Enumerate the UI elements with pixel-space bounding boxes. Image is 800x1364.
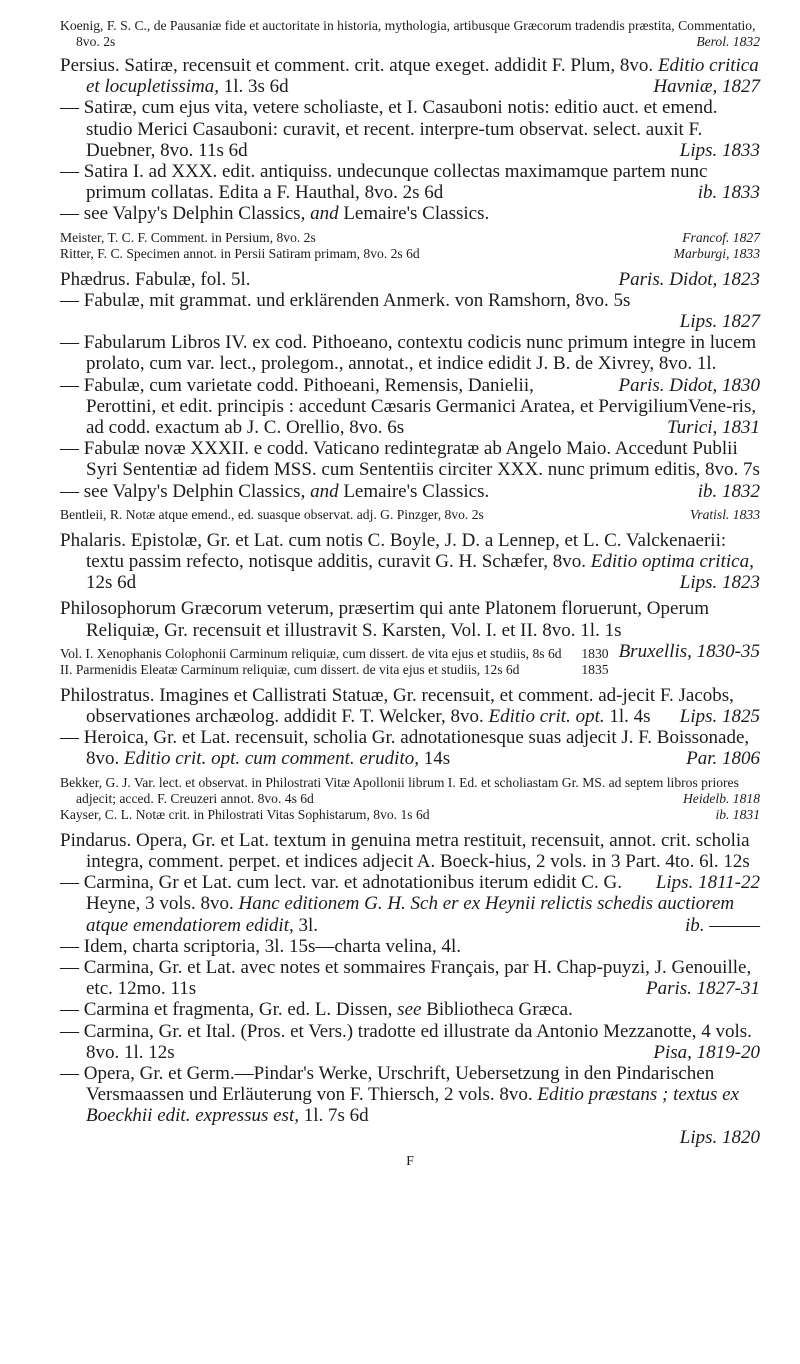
note-imprint: Vratisl. 1833 [690, 506, 760, 522]
koenig-note [60, 18, 760, 50]
phalaris-headword: Phalaris. [60, 529, 126, 551]
entry-price: 3l. [298, 914, 319, 936]
phaedrus-headword: Phædrus. [60, 268, 131, 290]
persius-note-1 [60, 230, 760, 246]
entry-text: — Carmina, Gr. et Ital. (Pros. et Vers.) tradotte ed illustrate da Antonio Mezzanotte, 4 vols. 8vo. 1l. 12s [60, 1020, 752, 1063]
entry-price: 12s 6d [86, 572, 137, 594]
note-text: Vol. I. Xenophanis Colophonii Carminum reliquiæ, cum dissert. de vita ejus et studiis, 8s 6d [60, 645, 562, 661]
entry-text: — Fabularum Libros IV. ex cod. Pithoeano, contextu codicis nunc primum integre in lucem prolato, cum var. lect., prolegom., annotat., et indice edidit J. B. de Xivrey, 8vo. 1l. [60, 332, 757, 375]
entry-price: 1l. 4s [609, 706, 651, 728]
note-imprint: Marburgi, 1833 [673, 245, 760, 261]
and-word: and [310, 480, 339, 502]
note-text: Bekker, G. J. Var. lect. et observat. in Philostrati Vitæ Apollonii librum I. Ed. et scholiastam Gr. MS. ad septem libros priores adjecit; acced. F. Creuzeri annot. 8vo. 4s 6d [60, 774, 739, 806]
note-imprint: 1830 [581, 645, 609, 661]
philostratus-section [60, 685, 760, 823]
phaedrus-entry-2 [60, 290, 760, 332]
persius-section [60, 55, 760, 262]
pindarus-entry-4 [60, 957, 760, 999]
phalaris-entry-1 [60, 530, 760, 594]
phaedrus-entry-3 [60, 332, 760, 396]
see-word: see [397, 999, 422, 1021]
philostratus-entry-2 [60, 727, 760, 769]
persius-entry-1 [60, 55, 760, 97]
note-text: II. Parmenidis Eleatæ Carminum reliquiæ, cum dissert. de vita ejus et studiis, 12s 6d [60, 661, 520, 677]
philostratus-note-1 [60, 775, 760, 807]
and-word: and [310, 203, 339, 225]
entry-text: — Carmina, Gr. et Lat. avec notes et sommaires Français, par H. Chap-puyzi, J. Genouille, etc. 12mo. 11s [60, 956, 752, 1000]
xref-text: Lemaire's Classics. [343, 480, 490, 502]
note-imprint: Heidelb. 1818 [682, 790, 760, 806]
entry-text: — Fabulæ, mit grammat. und erklärenden Anmerk. von Ramshorn, 8vo. 5s [60, 289, 631, 311]
philostratus-entry-1 [60, 685, 760, 727]
entry-imprint: ib. 1832 [697, 480, 760, 502]
entry-text: — Fabulæ, cum varietate codd. Pithoeani, Remensis, Danielii, Perottini, et edit. principis : accedunt Cæsaris Germanici Aratea, et PervigiliumVene-ris, ad codd. exactum ab J. C. Orellio, 8vo. 6s [60, 374, 757, 439]
entry-ital: Editio crit. opt. cum comment. erudito, [124, 748, 419, 770]
persius-e3-text: — Satira I. ad XXX. edit. antiquiss. undecunque collectas maximamque partem nunc primum collatas. Edita a F. Hauthal, 8vo. 2s 6d [60, 161, 708, 204]
entry-imprint: Paris. 1827-31 [646, 978, 760, 1000]
pindarus-entry-5 [60, 999, 760, 1020]
phaedrus-notes [60, 507, 760, 523]
entry-ital: Editio crit. opt. [488, 706, 605, 728]
entry-imprint: Lips. 1823 [679, 572, 760, 594]
entry-imprint: Lips. 1825 [679, 706, 760, 728]
entry-imprint: Lips. 1820 [679, 1126, 760, 1148]
see-word: — see [60, 203, 109, 225]
persius-entry-4 [60, 203, 760, 224]
entry-imprint: Pisa, 1819-20 [653, 1041, 760, 1063]
persius-headword: Persius. [60, 55, 120, 76]
philostratus-notes [60, 775, 760, 823]
entry-text: — Carmina, Gr et Lat. cum lect. var. et adnotationibus iterum edidit C. G. Heyne, 3 vols. 8vo. [60, 872, 622, 915]
entry-imprint: Paris. Didot, 1823 [618, 268, 760, 290]
entry-imprint: ib. ——— [685, 914, 760, 936]
entry-price: 14s [423, 748, 451, 770]
xref-text: Lemaire's Classics. [343, 203, 490, 225]
phaedrus-entry-1 [60, 269, 760, 290]
note-text: Bentleii, R. Notæ atque emend., ed. suasque observat. adj. G. Pinzger, 8vo. 2s [60, 506, 484, 522]
entry-ital: Editio præstans ; textus ex Boeckhii edit. expressus est, [86, 1084, 740, 1127]
pindarus-entry-3 [60, 936, 760, 957]
note-text: Ritter, F. C. Specimen annot. in Persii Satiram primam, 8vo. 2s 6d [60, 245, 420, 261]
persius-note-2 [60, 246, 760, 262]
note-imprint: 1835 [581, 661, 609, 677]
entry-imprint: Paris. Didot, 1830 [618, 374, 760, 396]
phaedrus-section [60, 269, 760, 523]
entry-text: Fabulæ, fol. 5l. [134, 268, 251, 290]
entry-imprint: Lips. 1811-22 [655, 872, 760, 894]
pindarus-section [60, 830, 760, 1148]
pindarus-headword: Pindarus. [60, 829, 132, 851]
xref-text: Valpy's Delphin Classics, [112, 480, 306, 502]
see-word: — see [60, 480, 109, 502]
persius-e2-text: — Satiræ, cum ejus vita, vetere scholiaste, et I. Casauboni notis: editio auct. et emend. studio Merici Casauboni: curavit, et recent. interpre-tum observat. select. auxit F. Duebner, 8vo. 11s 6d [60, 97, 718, 161]
xref-text: Bibliotheca Græca. [426, 999, 573, 1021]
persius-e1-ital: Editio critica et locupletissima, [86, 55, 759, 98]
philosophorum-note-1 [60, 646, 760, 662]
pindarus-entry-6 [60, 1021, 760, 1063]
koenig-note-text: Koenig, F. S. C., de Pausaniæ fide et auctoritate in historia, mythologia, artibusque Græcorum tradendis præstita, Commentatio, 8vo. 2s [60, 18, 756, 49]
philosophorum-headword: Philosophorum [60, 598, 177, 620]
pindarus-entry-7 [60, 1063, 760, 1148]
xref-text: Valpy's Delphin Classics, [112, 203, 306, 225]
persius-notes [60, 230, 760, 262]
persius-e3-imprint: ib. 1833 [697, 182, 760, 204]
note-text: Meister, T. C. F. Comment. in Persium, 8vo. 2s [60, 229, 316, 245]
entry-price: 1l. 7s 6d [303, 1105, 369, 1127]
note-imprint: Francof. 1827 [682, 229, 760, 245]
entry-text: — Carmina et fragmenta, Gr. ed. L. Dissen, [60, 999, 393, 1021]
philosophorum-notes [60, 646, 760, 678]
entry-text: Græcorum veterum, præsertim qui ante Platonem floruerunt, Operum Reliquiæ, Gr. recensuit et illustravit S. Karsten, Vol. I. et II. 8vo. 1l. 1s [86, 598, 710, 641]
persius-e2-imprint: Lips. 1833 [679, 139, 760, 161]
entry-text: — Idem, charta scriptoria, 3l. 15s—charta velina, 4l. [60, 935, 461, 957]
philostratus-note-2 [60, 807, 760, 823]
entry-text: — Fabulæ novæ XXXII. e codd. Vaticano redintegratæ ab Angelo Maio. Accedunt Publii Syri Sententiæ ad fidem MSS. cum Sententiis circiter XXX. nunc primum editis, 8vo. 7s [60, 438, 760, 481]
phalaris-section [60, 530, 760, 594]
entry-text: Epistolæ, Gr. et Lat. cum notis C. Boyle, J. D. a Lennep, et L. C. Valckenaerii: textu passim refecto, notisque additis, curavit G. H. Schæfer, 8vo. [86, 529, 727, 573]
entry-imprint: Turici, 1831 [667, 417, 760, 439]
entry-text: — Opera, Gr. et Germ.—Pindar's Werke, Urschrift, Uebersetzung in den Pindarischen Versmaassen und Erläuterung von F. Thiersch, 2 vols. 8vo. [60, 1062, 715, 1106]
note-text: Kayser, C. L. Notæ crit. in Philostrati Vitas Sophistarum, 8vo. 1s 6d [60, 806, 430, 822]
koenig-note-imprint: Berol. 1832 [696, 34, 760, 49]
persius-e1-text: Satiræ, recensuit et comment. crit. atque exeget. addidit F. Plum, 8vo. [124, 55, 654, 76]
entry-imprint: Par. 1806 [686, 748, 760, 770]
entry-text: — Heroica, Gr. et Lat. recensuit, scholia Gr. adnotationesque suas adjecit J. F. Boissonade, 8vo. [60, 727, 750, 770]
pindarus-entry-2 [60, 872, 760, 936]
phaedrus-entry-6 [60, 481, 760, 502]
persius-entry-3 [60, 161, 760, 203]
phaedrus-entry-4 [60, 375, 760, 439]
note-imprint: ib. 1831 [715, 806, 760, 822]
entry-ital: Editio optima critica, [590, 551, 754, 573]
philosophorum-note-2 [60, 662, 760, 678]
entry-text: Opera, Gr. et Lat. textum in genuina metra restituit, recensuit, annot. crit. scholia integra, comment. perpet. et indices adjecit A. Boeck-hius, 2 vols. in 3 Part. 4to. 6l. 12s [86, 829, 750, 872]
philostratus-headword: Philostratus. [60, 684, 155, 706]
persius-e1-imprint: Havniæ, 1827 [653, 76, 760, 98]
signature-mark: F [406, 1153, 414, 1169]
phaedrus-note-1 [60, 507, 760, 523]
entry-text: Imagines et Callistrati Statuæ, Gr. recensuit, et comment. ad-jecit F. Jacobs, observationes archæolog. addidit F. T. Welcker, 8vo. [86, 684, 734, 728]
persius-e1-price: 1l. 3s 6d [223, 76, 289, 98]
entry-imprint: Bruxellis, 1830-35 [618, 640, 760, 662]
philosophorum-section [60, 598, 760, 677]
entry-ital: Hanc editionem G. H. Sch er ex Heynii relictis schedis auctiorem atque emendatiorem edidit, [86, 893, 735, 936]
entry-imprint: Lips. 1827 [679, 311, 760, 333]
persius-entry-2 [60, 97, 760, 161]
